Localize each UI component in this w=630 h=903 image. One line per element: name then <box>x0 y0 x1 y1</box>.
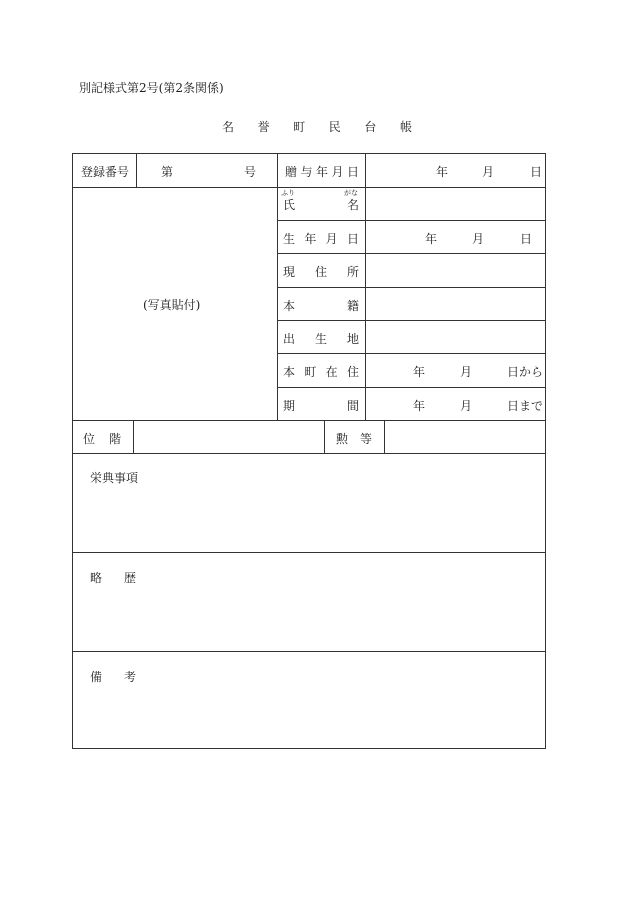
career-label-char: 略 <box>90 571 103 585</box>
birth-date-label-char: 年 <box>304 232 317 246</box>
birth-date-day: 日 <box>520 232 533 246</box>
title-char-3: 町 <box>293 120 306 134</box>
registration-number-field[interactable] <box>173 158 239 183</box>
period-label <box>283 397 359 414</box>
title-char-6: 帳 <box>399 120 412 134</box>
form-label: 別記様式第2号(第2条関係) <box>79 81 224 95</box>
career-label-char: 歴 <box>123 571 136 585</box>
row-line <box>73 187 545 188</box>
award-date-label-char: 月 <box>331 165 344 179</box>
award-date-label-char: 贈 <box>285 165 298 179</box>
residence-label-char: 本 <box>283 365 296 379</box>
birthplace-label-char: 出 <box>283 332 296 346</box>
row-line <box>73 552 545 553</box>
domicile-label <box>283 297 359 314</box>
row-line <box>73 651 545 652</box>
document-title <box>222 118 412 135</box>
rank-label-char: 位 <box>83 432 96 446</box>
row-line <box>277 387 545 388</box>
column-line <box>133 420 134 453</box>
decoration-label <box>336 430 372 447</box>
rank-label <box>83 430 121 447</box>
award-date-label-char: 日 <box>346 165 359 179</box>
current-address-label-char: 住 <box>314 265 327 279</box>
period-year: 年 <box>413 399 426 413</box>
row-line <box>277 220 545 221</box>
domicile-label-char: 籍 <box>346 299 359 313</box>
title-char-4: 民 <box>328 120 341 134</box>
birth-date-label <box>283 230 359 247</box>
period-label-char: 間 <box>346 399 359 413</box>
residence-day-from: 日から <box>507 365 544 379</box>
name-furigana-gana: がな <box>344 189 358 197</box>
residence-year: 年 <box>413 365 426 379</box>
row-line <box>277 287 545 288</box>
honors-label: 栄典事項 <box>90 471 139 485</box>
birth-date-year: 年 <box>425 232 438 246</box>
domicile-label-char: 本 <box>283 299 296 313</box>
current-address-label-char: 所 <box>346 265 359 279</box>
residence-label <box>283 363 359 380</box>
award-date-label <box>285 163 359 180</box>
remarks-label <box>90 668 136 685</box>
column-line <box>384 420 385 453</box>
name-label <box>283 196 359 213</box>
name-furigana-furi: ふり <box>281 189 295 197</box>
column-line <box>365 154 366 420</box>
period-month: 月 <box>460 399 473 413</box>
row-line <box>277 353 545 354</box>
name-label-char: 名 <box>346 198 359 212</box>
row-line <box>73 453 545 454</box>
award-date-label-char: 与 <box>300 165 313 179</box>
title-char-1: 名 <box>222 120 235 134</box>
birthplace-label-char: 生 <box>314 332 327 346</box>
birth-date-label-char: 生 <box>283 232 296 246</box>
residence-label-char: 町 <box>304 365 317 379</box>
row-line <box>277 320 545 321</box>
column-line <box>136 154 137 187</box>
residence-label-char: 住 <box>346 365 359 379</box>
decoration-label-char: 勲 <box>336 432 349 446</box>
title-char-2: 誉 <box>257 120 270 134</box>
photo-placeholder: (写真貼付) <box>143 298 201 312</box>
registration-number-label: 登録番号 <box>81 165 130 179</box>
row-line <box>73 420 545 421</box>
register-table <box>72 153 546 749</box>
current-address-label <box>283 263 359 280</box>
award-date-month: 月 <box>482 165 495 179</box>
name-label-char: 氏 <box>283 198 296 212</box>
column-line <box>324 420 325 453</box>
birth-date-month: 月 <box>472 232 485 246</box>
current-address-label-char: 現 <box>283 265 296 279</box>
birth-date-label-char: 日 <box>346 232 359 246</box>
remarks-label-char: 備 <box>90 670 103 684</box>
decoration-label-char: 等 <box>359 432 372 446</box>
award-date-day: 日 <box>530 165 543 179</box>
title-char-5: 台 <box>364 120 377 134</box>
career-label <box>90 569 136 586</box>
remarks-label-char: 考 <box>123 670 136 684</box>
residence-label-char: 在 <box>325 365 338 379</box>
period-label-char: 期 <box>283 399 296 413</box>
award-date-label-char: 年 <box>315 165 328 179</box>
period-day-until: 日まで <box>507 399 544 413</box>
registration-number-dai: 第 <box>161 165 174 179</box>
registration-number-go: 号 <box>244 165 257 179</box>
rank-label-char: 階 <box>108 432 121 446</box>
row-line <box>277 253 545 254</box>
award-date-year: 年 <box>436 165 449 179</box>
column-line <box>277 154 278 420</box>
birth-date-label-char: 月 <box>325 232 338 246</box>
birthplace-label <box>283 330 359 347</box>
residence-month: 月 <box>460 365 473 379</box>
birthplace-label-char: 地 <box>346 332 359 346</box>
